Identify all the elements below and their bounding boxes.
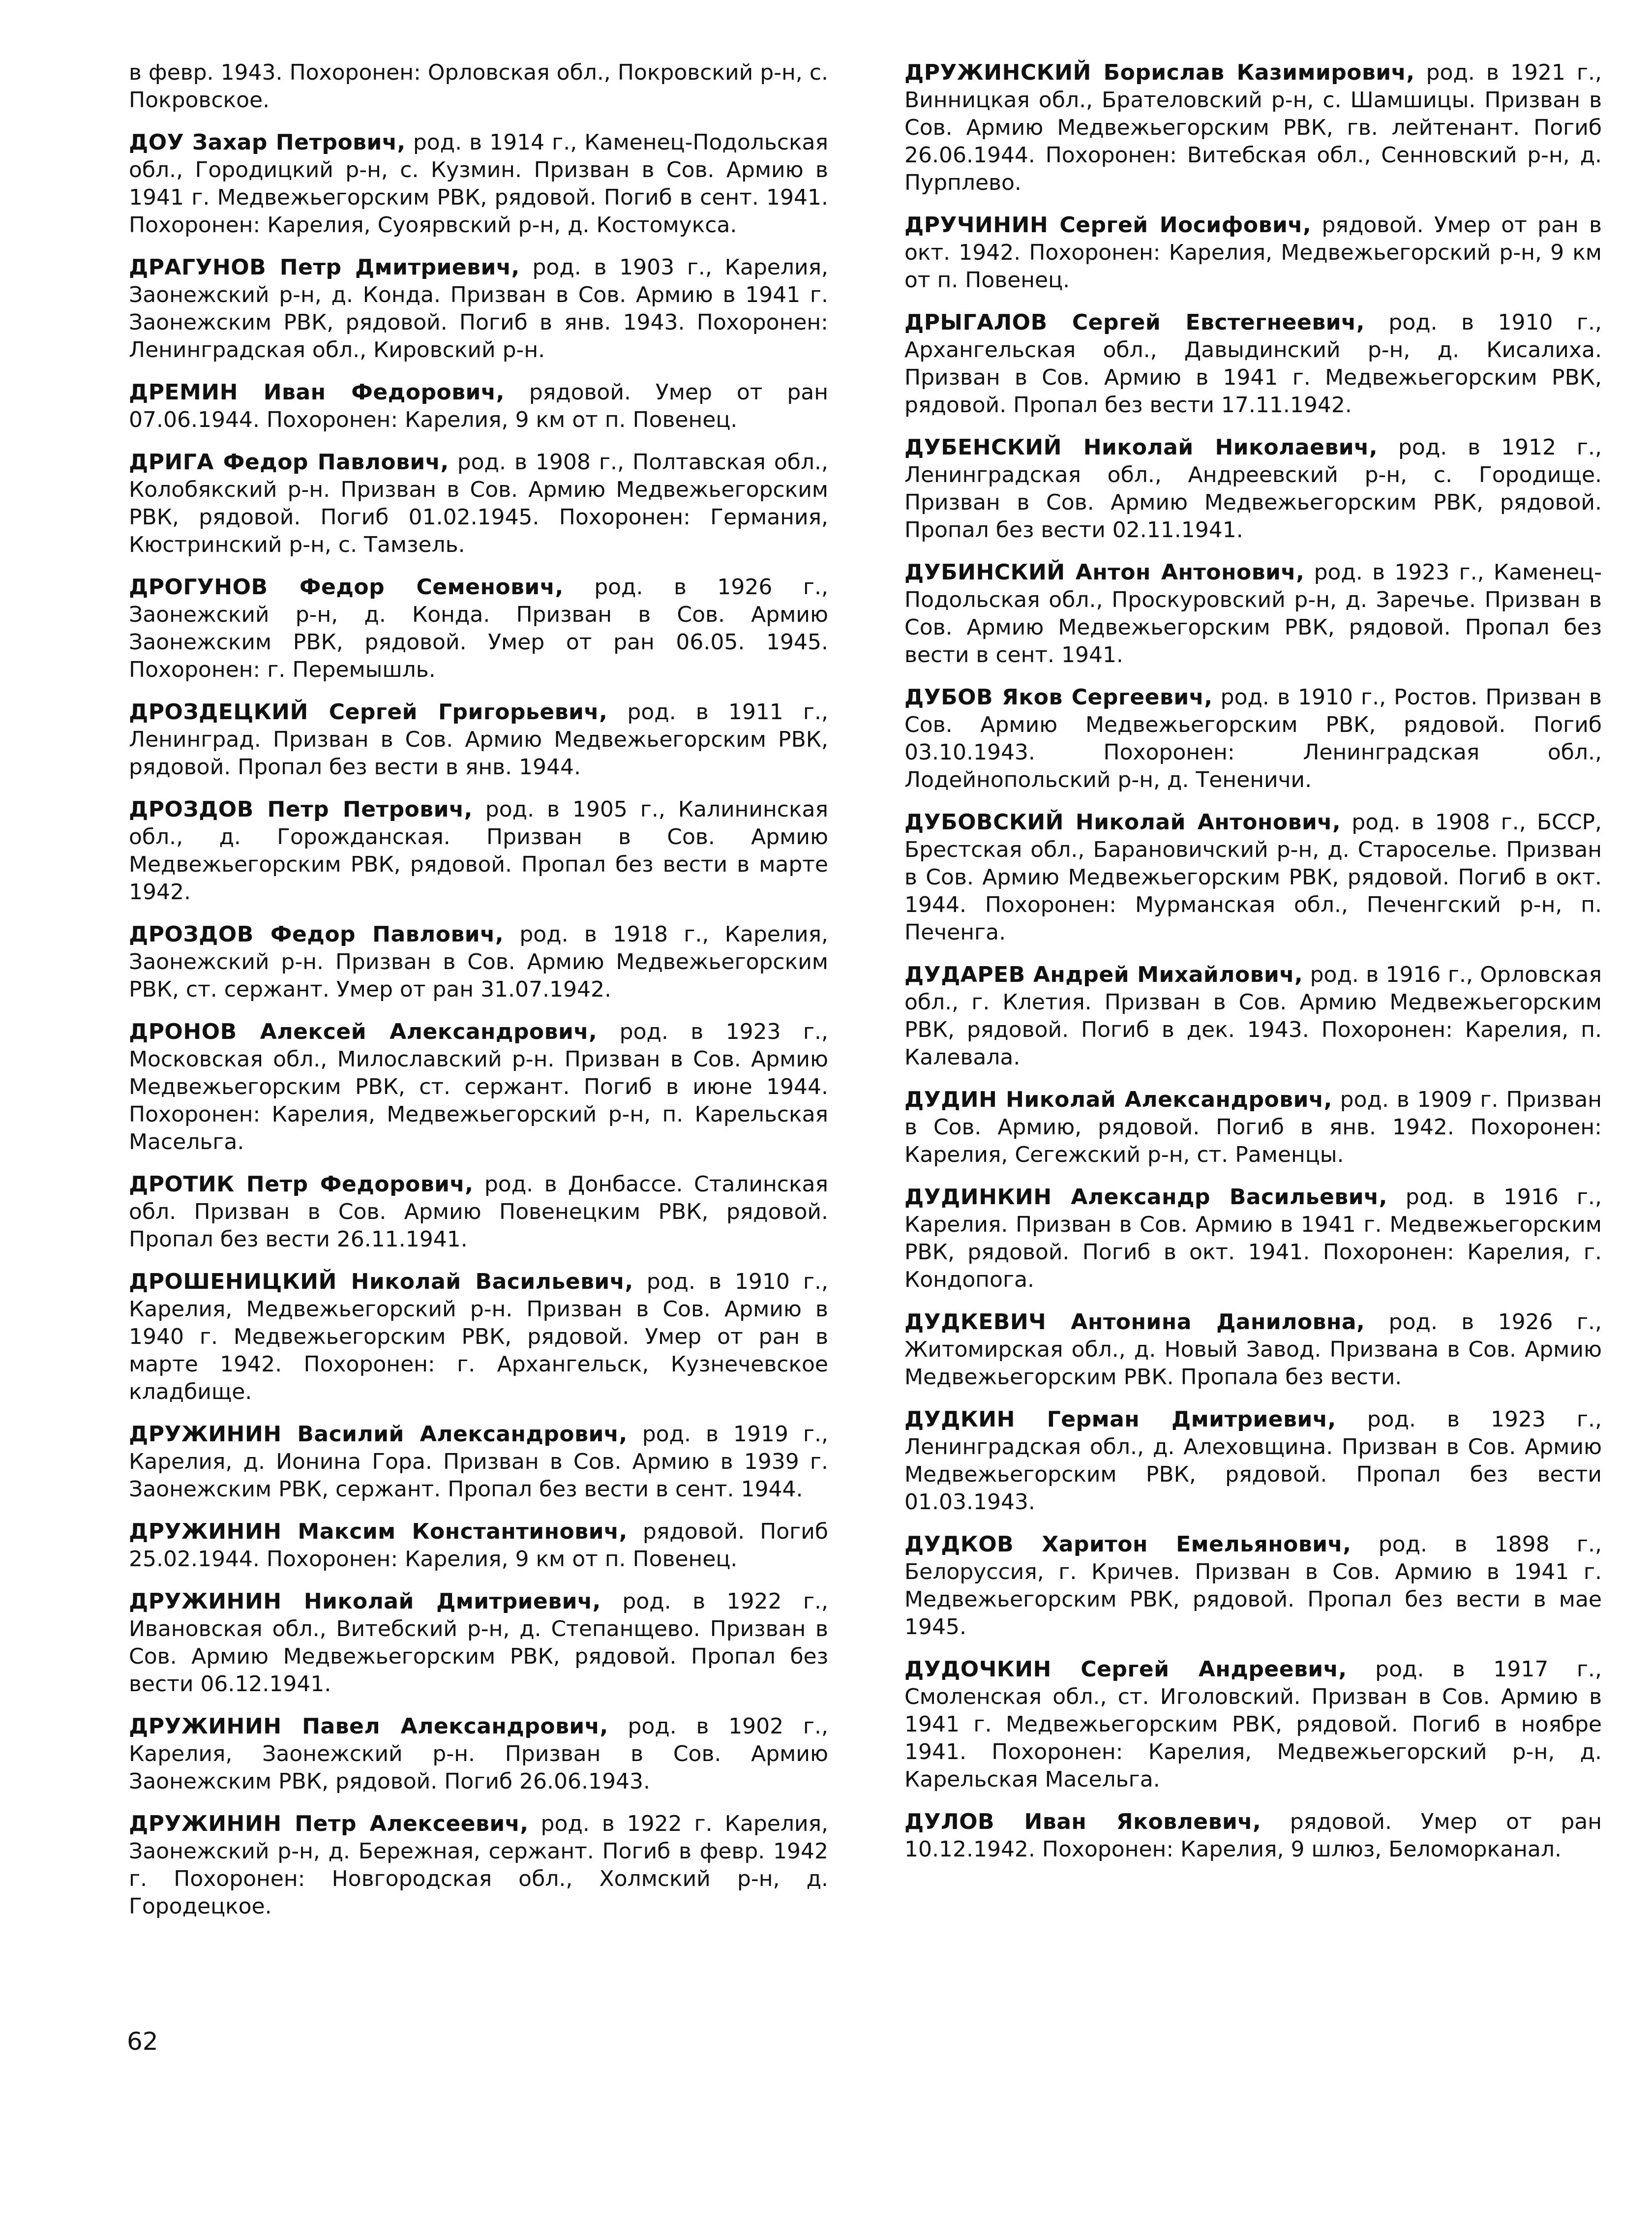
memorial-entry (129, 921, 828, 1003)
entry-details: род. в 1908 г., БССР, Брестская обл., Барановичский р-н, д. Староселье. Призван в Сов. Армию Медвежьегорским РВК, рядовой. Погиб в окт. 1944. Похоронен: Мурманская обл., Печенгский р-н, п. Печенга. (904, 810, 1602, 945)
entry-details: род. в 1922 г., Ивановская обл., Витебский р-н, д. Степанщево. Призван в Сов. Армию Медвежьегорским РВК, рядовой. Пропал без вести 06.12.1941. (129, 1589, 829, 1697)
entry-details: род. в 1910 г., Карелия, Медвежьегорский р-н. Призван в Сов. Армию в 1940 г. Медвежьегорским РВК, рядовой. Умер от ран в марте 1942. Похоронен: г. Архангельск, Кузнечевское кладбище. (129, 1269, 829, 1404)
person-name: ДРОНОВ Алексей Александрович, (129, 1019, 598, 1044)
person-name: ДРЕМИН Иван Федорович, (129, 380, 505, 405)
memorial-entry (129, 59, 828, 114)
memorial-entry (129, 1268, 828, 1406)
person-name: ДУДКЕВИЧ Антонина Даниловна, (904, 1309, 1365, 1335)
entry-details: род. в 1919 г., Карелия, д. Ионина Гора. Призван в Сов. Армию в 1939 г. Заонежским РВК, сержант. Пропал без вести в сент. 1944. (129, 1422, 828, 1502)
entry-details: род. в 1911 г., Ленинград. Призван в Сов. Армию Медвежьегорским РВК, рядовой. Пропал без вести в янв. 1944. (129, 699, 828, 780)
entry-details: рядовой. Умер от ран 10.12.1942. Похоронен: Карелия, 9 шлюз, Беломорканал. (904, 1809, 1602, 1862)
entry-details: род. в Донбассе. Сталинская обл. Призван в Сов. Армию Повенецким РВК, рядовой. Пропал без вести 26.11.1941. (129, 1172, 828, 1252)
person-name: ДУДКОВ Харитон Емельянович, (904, 1532, 1352, 1557)
entry-details: род. в 1898 г., Белоруссия, г. Кричев. Призван в Сов. Армию в 1941 г. Медвежьегорским РВК, рядовой. Пропал без вести в мае 1945. (904, 1532, 1602, 1640)
person-name: ДРОЗДОВ Петр Петрович, (129, 797, 473, 822)
memorial-entry (904, 309, 1602, 419)
entry-details: род. в 1903 г., Карелия, Заонежский р-н, д. Конда. Призван в Сов. Армию в 1941 г. Заонежским РВК, рядовой. Погиб в янв. 1943. Похоронен: Ленинградская обл., Кировский р-н. (129, 255, 829, 363)
person-name: ДУДКИН Герман Дмитриевич, (904, 1407, 1336, 1432)
person-name: ДРОГУНОВ Федор Семенович, (129, 575, 564, 600)
person-name: ДУДАРЕВ Андрей Михайлович, (904, 962, 1303, 987)
memorial-entry (129, 699, 828, 781)
memorial-entry (129, 1588, 828, 1698)
memorial-entry (904, 809, 1602, 946)
memorial-entry (904, 434, 1602, 544)
person-name: ДРАГУНОВ Петр Дмитриевич, (129, 255, 520, 280)
person-name: ДРОТИК Петр Федорович, (129, 1172, 474, 1197)
memorial-entry (904, 684, 1602, 794)
entry-details: род. в 1916 г., Орловская обл., г. Клетия. Призван в Сов. Армию Медвежьегорским РВК, рядовой. Погиб в дек. 1943. Похоронен: Карелия, п. Калевала. (904, 962, 1602, 1070)
entry-details: род. в 1923 г., Каменец-Подольская обл., Проскуровский р-н, д. Заречье. Призван в Сов. Армию Медвежьегорским РВК, рядовой. Пропал без вести в сент. 1941. (904, 560, 1602, 668)
entry-details: рядовой. Умер от ран 07.06.1944. Похоронен: Карелия, 9 км от п. Повенец. (129, 380, 828, 432)
memorial-entry (904, 559, 1602, 669)
page-number: 62 (127, 2027, 158, 2056)
memorial-entry (904, 1406, 1602, 1516)
right-column (904, 59, 1602, 1878)
memorial-entry (129, 1518, 828, 1573)
entry-details: род. в 1916 г., Карелия. Призван в Сов. Армию в 1941 г. Медвежьегорским РВК, рядовой. Погиб в окт. 1941. Похоронен: Карелия, г. Кондопога. (904, 1185, 1602, 1292)
memorial-entry (129, 574, 828, 684)
memorial-entry (129, 1018, 828, 1156)
memorial-entry (904, 961, 1602, 1071)
memorial-entry (904, 1308, 1602, 1391)
memorial-entry (129, 1421, 828, 1503)
entry-details: род. в 1914 г., Каменец-Подольская обл., Городицкий р-н, с. Кузмин. Призван в Сов. Армию в 1941 г. Медвежьегорским РВК, рядовой. Погиб в сент. 1941. Похоронен: Карелия, Суоярвский р-н, д. Костомукса. (129, 130, 828, 238)
entry-details: рядовой. Умер от ран в окт. 1942. Похоронен: Карелия, Медвежьегорский р-н, 9 км от п. Повенец. (904, 213, 1602, 293)
person-name: ДУЛОВ Иван Яковлевич, (904, 1809, 1262, 1834)
person-name: ДРУЧИНИН Сергей Иосифович, (904, 213, 1312, 238)
memorial-entry (129, 254, 828, 364)
memorial-entry (129, 796, 828, 906)
memorial-entry (904, 1808, 1602, 1863)
person-name: ДРОЗДЕЦКИЙ Сергей Григорьевич, (129, 699, 608, 725)
entry-details: род. в 1922 г. Карелия, Заонежский р-н, д. Бережная, сержант. Погиб в февр. 1942 г. Похоронен: Новгородская обл., Холмский р-н, д. Городецкое. (129, 1811, 828, 1919)
entry-details: рядовой. Погиб 25.02.1944. Похоронен: Карелия, 9 км от п. Повенец. (129, 1519, 829, 1572)
entry-details: род. в 1910 г., Ростов. Призван в Сов. Армию Медвежьегорским РВК, рядовой. Погиб 03.10.1943. Похоронен: Ленинградская обл., Лодейнопольский р-н, д. Тененичи. (904, 685, 1602, 792)
entry-details: род. в 1910 г., Архангельская обл., Давыдинский р-н, д. Кисалиха. Призван в Сов. Армию в 1941 г. Медвежьегорским РВК, рядовой. Пропал без вести 17.11.1942. (904, 310, 1602, 418)
person-name: ДУДОЧКИН Сергей Андреевич, (904, 1657, 1347, 1682)
person-name: ДОУ Захар Петрович, (129, 130, 406, 155)
entry-details: род. в 1918 г., Карелия, Заонежский р-н. Призван в Сов. Армию Медвежьегорским РВК, ст. сержант. Умер от ран 31.07.1942. (129, 922, 828, 1002)
memorial-entry (129, 449, 828, 559)
entry-details: род. в 1917 г., Смоленская обл., ст. Иголовский. Призван в Сов. Армию в 1941 г. Медвежьегорским РВК, рядовой. Погиб в ноябре 1941. Похоронен: Карелия, Медвежьегорский р-н, д. Карельская Масельга. (904, 1657, 1602, 1792)
memorial-entry (904, 59, 1602, 197)
person-name: ДРУЖИНИН Максим Константинович, (129, 1519, 628, 1544)
memorial-entry (129, 1713, 828, 1795)
entry-details: род. в 1909 г. Призван в Сов. Армию, рядовой. Погиб в янв. 1942. Похоронен: Карелия, Сегежский р-н, ст. Раменцы. (904, 1087, 1602, 1167)
memorial-entry (129, 129, 828, 239)
person-name: ДУБОВСКИЙ Николай Антонович, (904, 810, 1341, 835)
memorial-entry (904, 1184, 1602, 1294)
person-name: ДРОШЕНИЦКИЙ Николай Васильевич, (129, 1269, 633, 1294)
person-name: ДРУЖИНСКИЙ Борислав Казимирович, (904, 60, 1415, 85)
entry-details: род. в 1923 г., Ленинградская обл., д. Алеховщина. Призван в Сов. Армию Медвежьегорским РВК, рядовой. Пропал без вести 01.03.1943. (904, 1407, 1602, 1515)
memorial-entry (904, 1656, 1602, 1793)
entry-details: род. в 1926 г., Заонежский р-н, д. Конда. Призван в Сов. Армию Заонежским РВК, рядовой. Умер от ран 06.05. 1945. Похоронен: г. Перемышль. (129, 575, 828, 682)
person-name: ДРУЖИНИН Павел Александрович, (129, 1714, 608, 1739)
left-column (129, 59, 828, 1935)
person-name: ДУБИНСКИЙ Антон Антонович, (904, 560, 1305, 585)
person-name: ДУБОВ Яков Сергеевич, (904, 685, 1213, 710)
memorial-entry (904, 1086, 1602, 1169)
entry-details: род. в 1923 г., Московская обл., Милославский р-н. Призван в Сов. Армию Медвежьегорским РВК, ст. сержант. Погиб в июне 1944. Похоронен: Карелия, Медвежьегорский р-н, п. Карельская Масельга. (129, 1019, 828, 1155)
memorial-entry (129, 379, 828, 434)
person-name: ДУДИН Николай Александрович, (904, 1087, 1332, 1112)
entry-details: род. в 1905 г., Калининская обл., д. Горожданская. Призван в Сов. Армию Медвежьегорским РВК, рядовой. Пропал без вести в марте 1942. (129, 797, 828, 905)
entry-details: в февр. 1943. Похоронен: Орловская обл., Покровский р-н, с. Покровское. (129, 60, 828, 113)
person-name: ДРУЖИНИН Николай Дмитриевич, (129, 1589, 601, 1614)
person-name: ДУБЕНСКИЙ Николай Николаевич, (904, 435, 1378, 460)
entry-details: род. в 1926 г., Житомирская обл., д. Новый Завод. Призвана в Сов. Армию Медвежьегорским РВК. Пропала без вести. (904, 1309, 1602, 1390)
memorial-entry (129, 1171, 828, 1253)
entry-details: род. в 1908 г., Полтавская обл., Колобякский р-н. Призван в Сов. Армию Медвежьегорским РВК, рядовой. Погиб 01.02.1945. Похоронен: Германия, Кюстринский р-н, с. Тамзель. (129, 450, 828, 557)
person-name: ДРЫГАЛОВ Сергей Евстегнеевич, (904, 310, 1365, 335)
person-name: ДРУЖИНИН Петр Алексеевич, (129, 1811, 529, 1836)
memorial-entry (129, 1810, 828, 1920)
memorial-entry (904, 212, 1602, 294)
entry-details: род. в 1902 г., Карелия, Заонежский р-н. Призван в Сов. Армию Заонежским РВК, рядовой. Погиб 26.06.1943. (129, 1714, 828, 1794)
memorial-entry (904, 1531, 1602, 1641)
person-name: ДУДИНКИН Александр Васильевич, (904, 1185, 1387, 1210)
entry-details: род. в 1912 г., Ленинградская обл., Андреевский р-н, с. Городище. Призван в Сов. Армию Медвежьегорским РВК, рядовой. Пропал без вести 02.11.1941. (904, 435, 1602, 543)
person-name: ДРИГА Федор Павлович, (129, 450, 449, 475)
person-name: ДРОЗДОВ Федор Павлович, (129, 922, 504, 947)
entry-details: род. в 1921 г., Винницкая обл., Брателовский р-н, с. Шамшицы. Призван в Сов. Армию Медвежьегорским РВК, гв. лейтенант. Погиб 26.06.1944. Похоронен: Витебская обл., Сенновский р-н, д. Пурплево. (904, 60, 1602, 195)
person-name: ДРУЖИНИН Василий Александрович, (129, 1422, 628, 1447)
